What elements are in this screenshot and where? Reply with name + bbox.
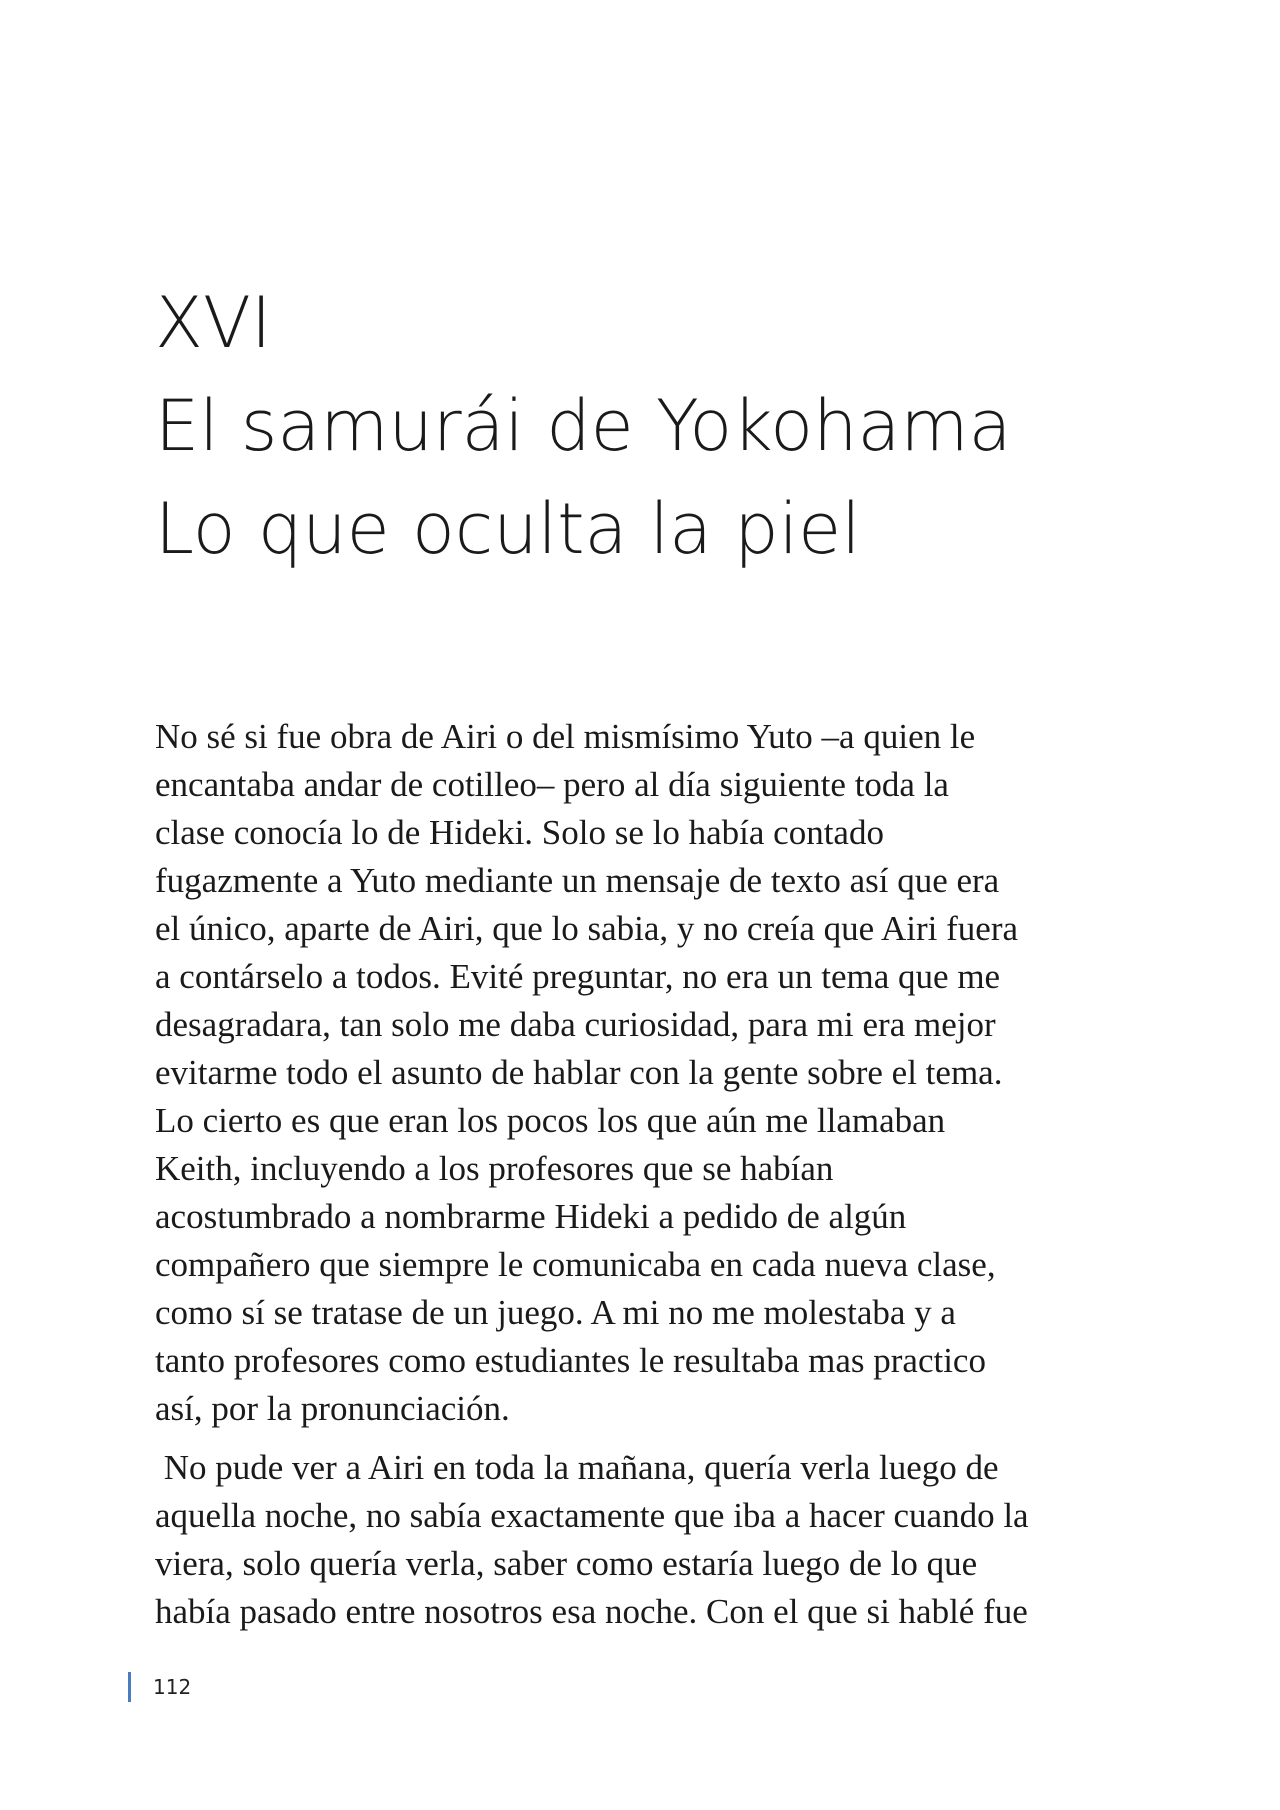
text-line: había pasado entre nosotros esa noche. Con el que si hablé fue — [155, 1592, 1028, 1631]
text-line: viera, solo quería verla, saber como estaría luego de lo que — [155, 1544, 978, 1583]
text-line: compañero que siempre le comunicaba en cada nueva clase, — [155, 1245, 996, 1284]
text-line: a contárselo a todos. Evité preguntar, no era un tema que me — [155, 957, 1001, 996]
text-line: Lo cierto es que eran los pocos los que aún me llamaban — [155, 1101, 946, 1140]
paragraph-spacer — [155, 1433, 1145, 1444]
text-line: acostumbrado a nombrarme Hideki a pedido de algún — [155, 1197, 907, 1236]
page-number: 112 — [153, 1675, 192, 1699]
text-line: el único, aparte de Airi, que lo sabia, y no creía que Airi fuera — [155, 909, 1019, 948]
text-line: como sí se tratase de un juego. A mi no me molestaba y a — [155, 1293, 956, 1332]
paragraph-2 — [155, 1444, 1145, 1636]
text-line: así, por la pronunciación. — [155, 1389, 510, 1428]
body-text — [155, 713, 1145, 1636]
text-line: fugazmente a Yuto mediante un mensaje de texto así que era — [155, 861, 1000, 900]
text-line: tanto profesores como estudiantes le resultaba mas practico — [155, 1341, 986, 1380]
text-line: evitarme todo el asunto de hablar con la gente sobre el tema. — [155, 1053, 1003, 1092]
chapter-numeral: XVI — [155, 282, 272, 364]
page-footer — [128, 1672, 191, 1702]
footer-accent-bar — [128, 1672, 131, 1702]
text-line: desagradara, tan solo me daba curiosidad, para mi era mejor — [155, 1005, 996, 1044]
text-line: No pude ver a Airi en toda la mañana, quería verla luego de — [155, 1448, 999, 1487]
text-line: No sé si fue obra de Airi o del mismísimo Yuto –a quien le — [155, 717, 976, 756]
paragraph-1 — [155, 713, 1145, 1433]
chapter-subtitle: Lo que oculta la piel — [155, 488, 861, 570]
text-line: aquella noche, no sabía exactamente que iba a hacer cuando la — [155, 1496, 1029, 1535]
text-line: clase conocía lo de Hideki. Solo se lo había contado — [155, 813, 884, 852]
chapter-title: El samurái de Yokohama — [155, 385, 1012, 467]
chapter-heading — [155, 272, 1011, 581]
text-line: Keith, incluyendo a los profesores que se habían — [155, 1149, 834, 1188]
text-line: encantaba andar de cotilleo– pero al día siguiente toda la — [155, 765, 949, 804]
